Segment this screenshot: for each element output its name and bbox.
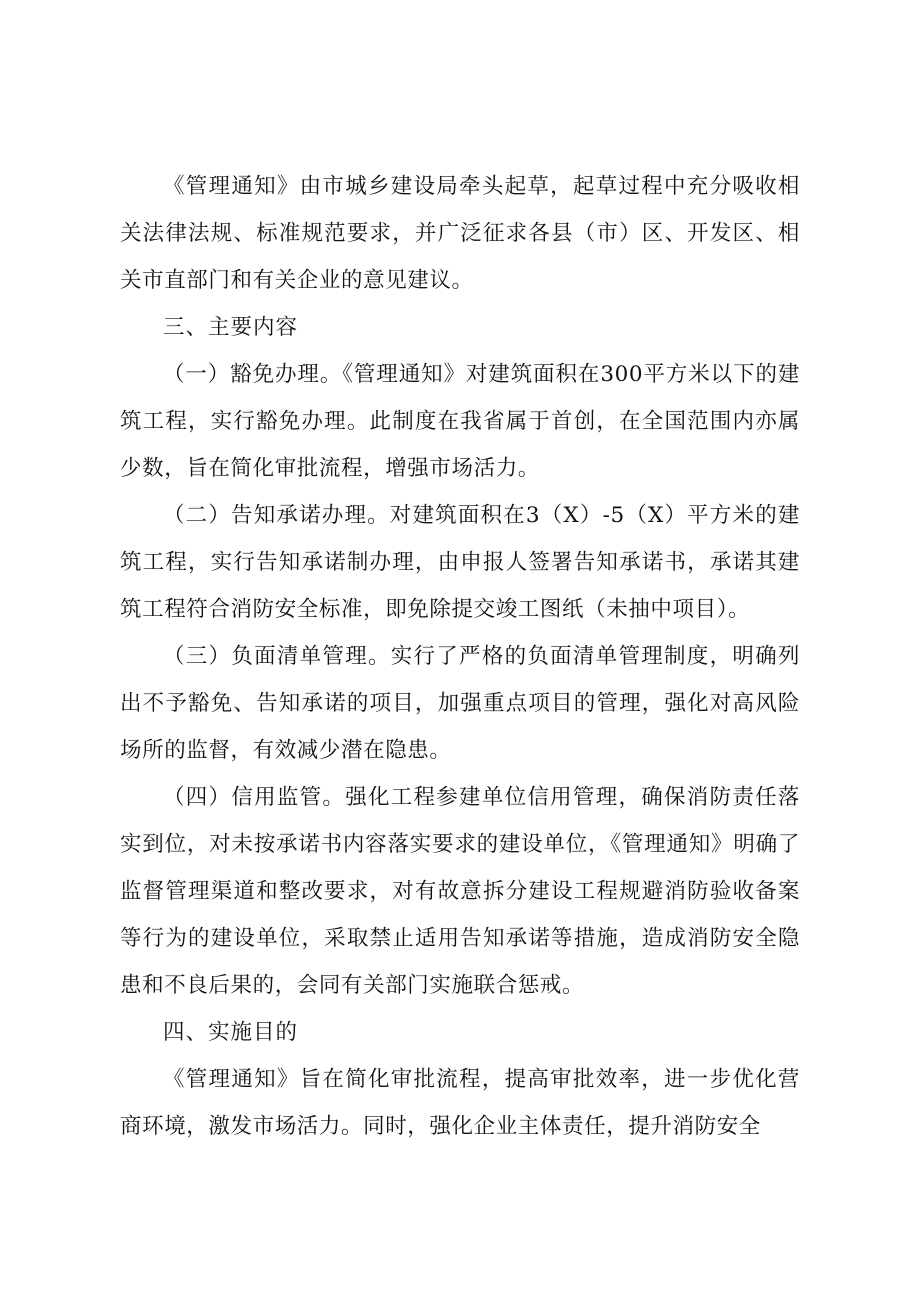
section-heading-main-content: 三、主要内容 (163, 315, 299, 340)
paragraph-item-exemption: （一）豁免办理。《管理通知》对建筑面积在300平方米以下的建筑工程，实行豁免办理。此制度在我省属于首创，在全国范围内亦属少数，旨在简化审批流程，增强市场活力。 (120, 362, 800, 481)
paragraph-item-commitment: （二）告知承诺办理。对建筑面积在3（X）-5（X）平方米的建筑工程，实行告知承诺制办理，由申报人签署告知承诺书，承诺其建筑工程符合消防安全标准，即免除提交竣工图纸（未抽中项目）。 (120, 503, 800, 622)
paragraph-item-negative-list: （三）负面清单管理。实行了严格的负面清单管理制度，明确列出不予豁免、告知承诺的项目，加强重点项目的管理，强化对高风险场所的监督，有效减少潜在隐患。 (120, 644, 800, 763)
paragraph-item-credit-supervision: （四）信用监管。强化工程参建单位信用管理，确保消防责任落实到位，对未按承诺书内容落实要求的建设单位，《管理通知》明确了监督管理渠道和整改要求，对有故意拆分建设工程规避消防验收备案等行为的建设单位，采取禁止适用告知承诺等措施，造成消防安全隐患和不良后果的，会同有关部门实施联合惩戒。 (120, 785, 800, 998)
section-heading-purpose: 四、实施目的 (163, 1020, 299, 1045)
paragraph-purpose: 《管理通知》旨在简化审批流程，提高审批效率，进一步优化营商环境，激发市场活力。同时，强化企业主体责任，提升消防安全 (120, 1067, 800, 1139)
paragraph-drafting: 《管理通知》由市城乡建设局牵头起草，起草过程中充分吸收相关法律法规、标准规范要求，并广泛征求各县（市）区、开发区、相关市直部门和有关企业的意见建议。 (120, 174, 800, 293)
